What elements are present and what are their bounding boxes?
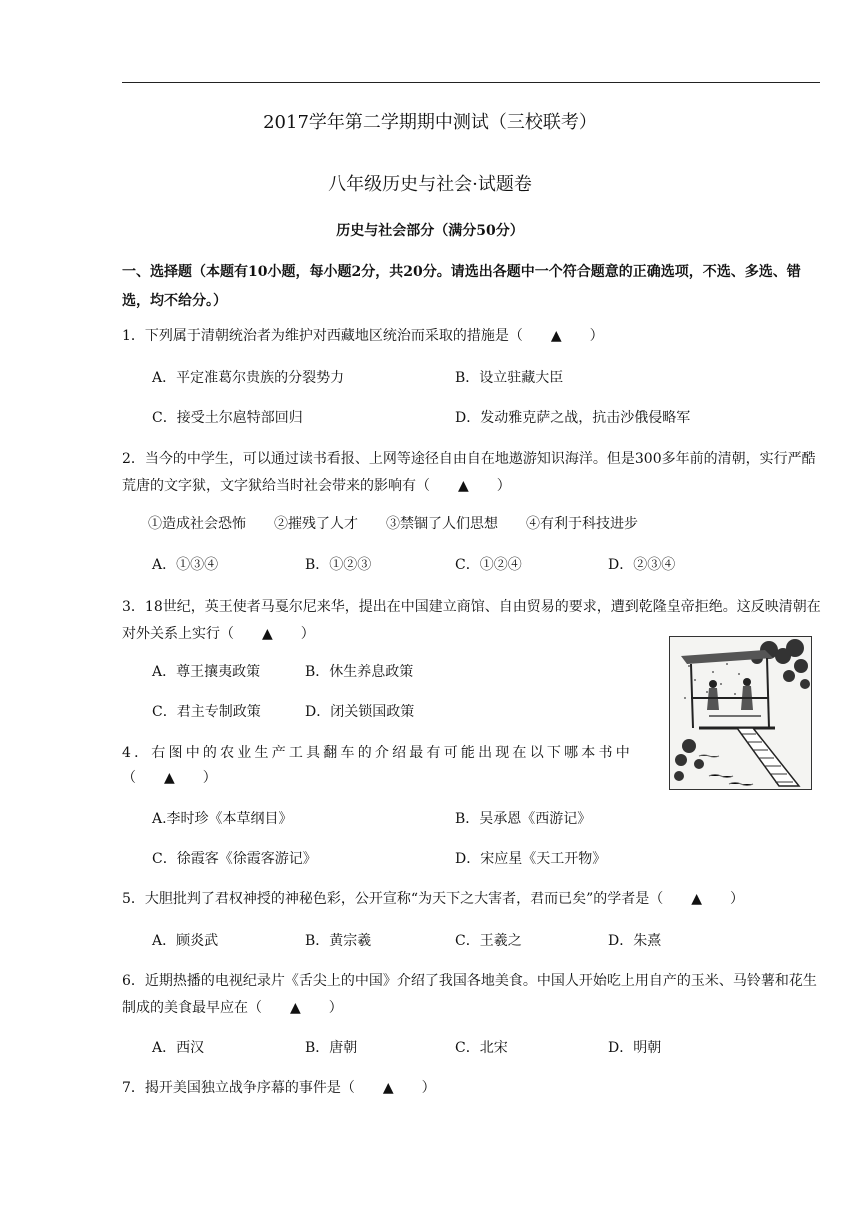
q5-option-b: B．黄宗羲: [305, 933, 372, 949]
question-3-stem: 3．18世纪，英王使者马戛尔尼来华，提出在中国建立商馆、自由贸易的要求，遭到乾隆皇帝拒绝。这反映清朝在对外关系上实行（ ▲ ）: [122, 599, 821, 642]
q2-option-b: B．①②③: [305, 557, 372, 573]
q1-option-d: D．发动雅克萨之战，抗击沙俄侵略军: [455, 410, 691, 426]
section-instructions: 一、选择题（本题有10小题，每小题2分，共20分。请选出各题中一个符合题意的正确选项，不选、多选、错选，均不给分。）: [122, 264, 801, 309]
q1-option-a: A．平定准葛尔贵族的分裂势力: [152, 370, 345, 386]
part-title: 历史与社会部分（满分50分）: [336, 223, 524, 239]
q4-option-b: B．吴承恩《西游记》: [455, 811, 592, 827]
q4-option-a: A.李时珍《本草纲目》: [152, 811, 293, 827]
q5-option-c: C．王羲之: [455, 933, 522, 949]
q6-option-a: A．西汉: [152, 1040, 205, 1056]
q5-option-a: A．顾炎武: [152, 933, 219, 949]
q4-option-c: C．徐霞客《徐霞客游记》: [152, 851, 317, 867]
q2-statements: ①造成社会恐怖 ②摧残了人才 ③禁锢了人们思想 ④有利于科技进步: [148, 516, 638, 532]
q3-option-d: D．闭关锁国政策: [305, 704, 415, 720]
header-rule: [122, 82, 820, 83]
question-5-stem: 5．大胆批判了君权神授的神秘色彩，公开宣称“为天下之大害者，君而已矣”的学者是（ ▲ ）: [122, 891, 744, 907]
q5-option-d: D．朱熹: [608, 933, 662, 949]
q1-option-b: B．设立驻藏大臣: [455, 370, 564, 386]
question-4-answer-slot: （ ▲ ）: [122, 770, 217, 786]
q4-option-d: D．宋应星《天工开物》: [455, 851, 607, 867]
q1-option-c: C．接受土尔扈特部回归: [152, 410, 303, 426]
exam-title: 2017学年第二学期期中测试（三校联考）: [263, 112, 597, 133]
question-1-stem: 1．下列属于清朝统治者为维护对西藏地区统治而采取的措施是（ ▲ ）: [122, 328, 604, 344]
q2-option-a: A．①③④: [152, 557, 219, 573]
q2-option-c: C．①②④: [455, 557, 522, 573]
q3-option-a: A．尊王攘夷政策: [152, 664, 261, 680]
waterwheel-illustration: [669, 636, 812, 790]
q6-option-b: B．唐朝: [305, 1040, 358, 1056]
question-6-stem: 6．近期热播的电视纪录片《舌尖上的中国》介绍了我国各地美食。中国人开始吃上用自产的玉米、马铃薯和花生制成的美食最早应在（ ▲ ）: [122, 973, 817, 1016]
exam-subtitle: 八年级历史与社会·试题卷: [328, 174, 532, 195]
q3-option-b: B．休生养息政策: [305, 664, 414, 680]
question-2-stem: 2．当今的中学生，可以通过读书看报、上网等途径自由自在地遨游知识海洋。但是300多年前的清朝，实行严酷荒唐的文字狱，文字狱给当时社会带来的影响有（ ▲ ）: [122, 451, 816, 494]
question-7-stem: 7．揭开美国独立战争序幕的事件是（ ▲ ）: [122, 1080, 436, 1096]
q3-option-c: C．君主专制政策: [152, 704, 261, 720]
q6-option-d: D．明朝: [608, 1040, 662, 1056]
q6-option-c: C．北宋: [455, 1040, 508, 1056]
q2-option-d: D．②③④: [608, 557, 676, 573]
question-4-stem: 4．右图中的农业生产工具翻车的介绍最有可能出现在以下哪本书中: [122, 745, 633, 761]
